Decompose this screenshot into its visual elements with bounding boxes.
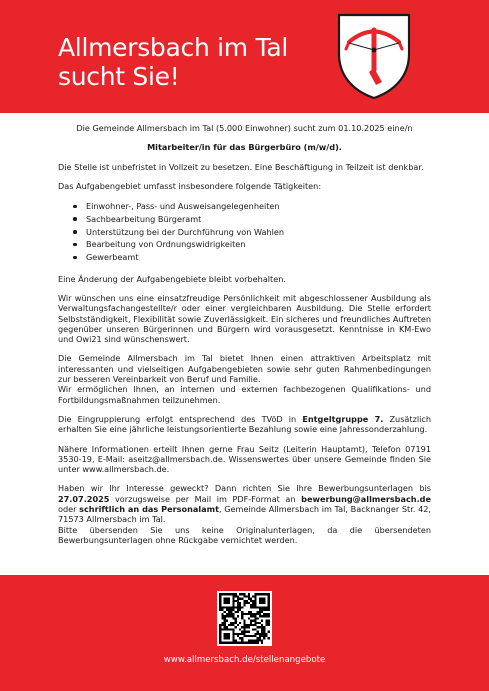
training-text: Wir ermöglichen Ihnen, an internen und externen fachbezogenen Qualifikations- und Fortbildungsmaßnahmen teilzunehmen. [58,384,431,405]
apply-deadline: 27.07.2025 [58,493,110,504]
pay-text-post: Zusätzlich erhalten Sie eine jährliche leistungsorientierte Bezahlung sowie eine Jahressonderzahlung. [58,413,431,435]
page-title [58,33,288,91]
intro-text: Die Gemeinde Allmersbach im Tal (5.000 Einwohner) sucht zum 01.10.2025 eine/n [76,123,413,133]
list-item: Einwohner-, Pass- und Ausweisangelegenheiten [86,200,431,213]
list-item: Bearbeitung von Ordnungswidrigkeiten [86,238,431,251]
job-posting-body [58,123,431,545]
qr-code-icon[interactable] [217,591,272,646]
tasks-intro: Das Aufgabengebiet umfasst insbesondere folgende Tätigkeiten: [58,180,322,191]
pay-text-pre: Die Eingruppierung erfolgt entsprechend des TVöD in [58,413,303,424]
apply-text-pre: Haben wir Ihr Interesse geweckt? Dann richten Sie Ihre Bewerbungsunterlagen bis [58,483,431,494]
apply-text-post: , Gemeinde Allmersbach im Tal, Backnanger Str. 42, 71573 Allmersbach im Tal. [58,504,431,525]
pay-group: Entgeltgruppe 7. [302,413,384,424]
reserve-text: Eine Änderung der Aufgabengebiete bleibt vorbehalten. [58,273,286,284]
offer-text: Die Gemeinde Allmersbach im Tal bietet Ihnen einen attraktiven Arbeitsplatz mit interessanten und vielseitigen Aufgabengebieten sowie sehr guten Rahmenbedingungen zur besseren Vereinbarkeit von Beruf und Familie. [58,353,431,385]
header-banner [0,0,489,113]
apply-written: schriftlich an das Personalamt [79,504,219,515]
employment-text: Die Stelle ist unbefristet in Vollzeit zu besetzen. Eine Beschäftigung in Teilzeit ist denkbar. [58,161,424,172]
position-title: Mitarbeiter/in für das Bürgerbüro (m/w/d). [147,142,342,153]
pay-text [58,414,431,435]
apply-text [58,483,431,524]
list-item: Unterstützung bei der Durchführung von Wahlen [86,226,431,239]
list-item: Gewerbeamt [86,251,431,264]
footer-banner [0,575,489,691]
apply-email[interactable]: bewerbung@allmersbach.de [301,493,431,504]
contact-text: Nähere Informationen erteilt Ihnen gerne Frau Seitz (Leiterin Hauptamt), Telefon 07191 3530-19, E-Mail: aseitz@allmersbach.de. Wissenswertes über unsere Gemeinde finden Sie unter www.allmersbach.de. [58,443,431,475]
originals-text: Bitte übersenden Sie uns keine Originalunterlagen, da die übersendeten Bewerbungsunterlagen ohne Rückgabe vernichtet werden. [58,524,431,545]
requirements-text: Wir wünschen uns eine einsatzfreudige Persönlichkeit mit abgeschlossener Ausbildung als Verwaltungsfachangestellte/r oder einer vergleichbaren Ausbildung. Die Stelle erfordert Selbstständigkeit, Flexibilität sowie Zuverlässigkeit. Ein sicheres und freundliches Auftreten gegenüber unseren Bürgerinnen und Bürgern wird vorausgesetzt. Kenntnisse in KM-Ewo und Owi21 sind wünschenswert. [58,293,431,345]
apply-text-mid: vorzugsweise per Mail im PDF-Format an [109,493,302,504]
coat-of-arms-crossbow-icon [336,12,412,100]
task-list [58,200,431,264]
apply-text-or: oder [58,504,80,515]
list-item: Sachbearbeitung Bürgeramt [86,213,431,226]
title-line-1: Allmersbach im Tal [58,33,289,62]
title-line-2: sucht Sie! [58,62,180,91]
footer-url[interactable]: www.allmersbach.de/stellenangebote [163,655,326,665]
